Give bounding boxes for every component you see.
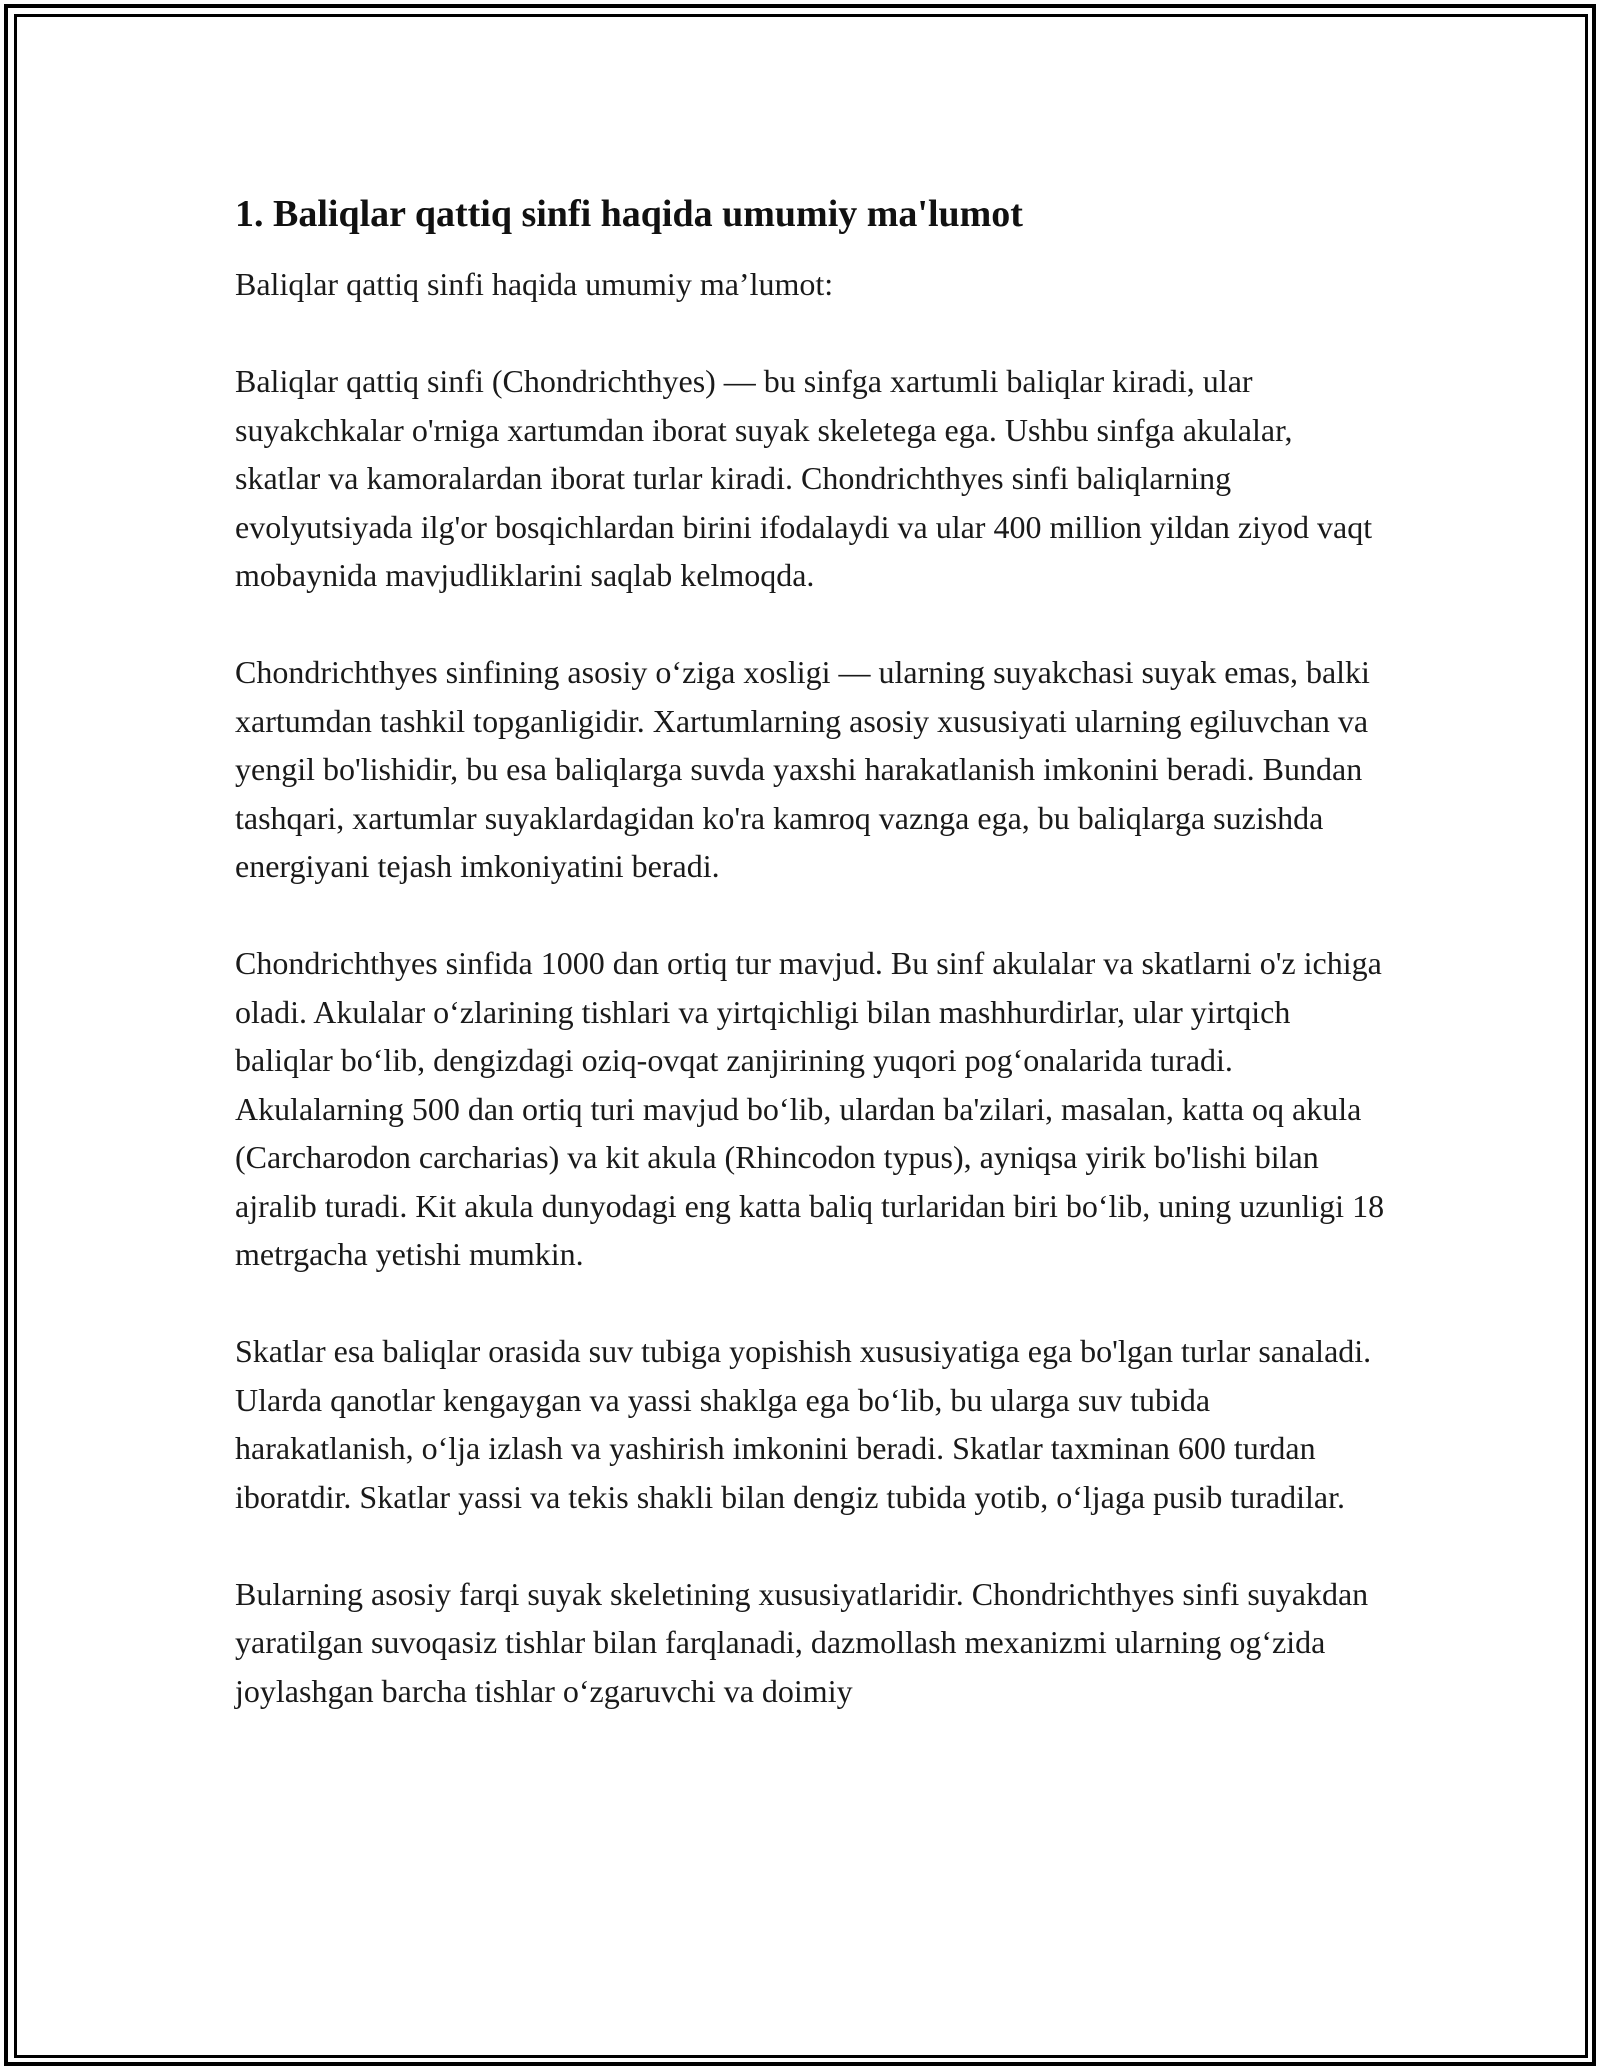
intro-line: Baliqlar qattiq sinfi haqida umumiy ma’lumot: (235, 266, 834, 302)
paragraph-5: Bularning asosiy farqi suyak skeletining xususiyatlaridir. Chondrichthyes sinfi suyakdan yaratilgan suvoqasiz tishlar bilan farqlanadi, dazmollash mexanizmi ularning og‘zida joylashgan barcha tishlar o‘zgaruvchi va doimiy (235, 1575, 1369, 1709)
paragraph-1: Baliqlar qattiq sinfi (Chondrichthyes) — bu sinfga xartumli baliqlar kiradi, ular suyakchkalar o'rniga xartumdan iborat suyak skeletega ega. Ushbu sinfga akulalar, skatlar va kamoralardan iborat turlar kiradi. Chondrichthyes sinfi baliqlarning evolyutsiyada ilg'or bosqichlardan birini ifodalaydi va ular 400 million yildan ziyod vaqt mobaynida mavjudliklarini saqlab kelmoqda. (235, 363, 1373, 593)
document-body (235, 190, 1385, 1715)
paragraph-4: Skatlar esa baliqlar orasida suv tubiga yopishish xususiyatiga ega bo'lgan turlar sanaladi. Ularda qanotlar kengaygan va yassi shaklga ega bo‘lib, bu ularga suv tubida harakatlanish, o‘lja izlash va yashirish imkonini beradi. Skatlar taxminan 600 turdan iboratdir. Skatlar yassi va tekis shakli bilan dengiz tubida yotib, o‘ljaga pusib turadilar. (235, 1333, 1372, 1515)
paragraph-2: Chondrichthyes sinfining asosiy o‘ziga xosligi — ularning suyakchasi suyak emas, balki xartumdan tashkil topganligidir. Xartumlarning asosiy xususiyati ularning egiluvchan va yengil bo'lishidir, bu esa baliqlarga suvda yaxshi harakatlanish imkonini beradi. Bundan tashqari, xartumlar suyaklardagidan ko'ra kamroq vaznga ega, bu baliqlarga suzishda energiyani tejash imkoniyatini beradi. (235, 654, 1370, 884)
section-heading: 1. Baliqlar qattiq sinfi haqida umumiy ma'lumot (235, 193, 1023, 235)
paragraph-3: Chondrichthyes sinfida 1000 dan ortiq tur mavjud. Bu sinf akulalar va skatlarni o'z ichiga oladi. Akulalar o‘zlarining tishlari va yirtqichligi bilan mashhurdirlar, ular yirtqich baliqlar bo‘lib, dengizdagi oziq-ovqat zanjirining yuqori pog‘onalarida turadi. Akulalarning 500 dan ortiq turi mavjud bo‘lib, ulardan ba'zilari, masalan, katta oq akula (Carcharodon carcharias) va kit akula (Rhincodon typus), ayniqsa yirik bo'lishi bilan ajralib turadi. Kit akula dunyodagi eng katta baliq turlaridan biri bo‘lib, uning uzunligi 18 metrgacha yetishi mumkin. (235, 945, 1385, 1272)
